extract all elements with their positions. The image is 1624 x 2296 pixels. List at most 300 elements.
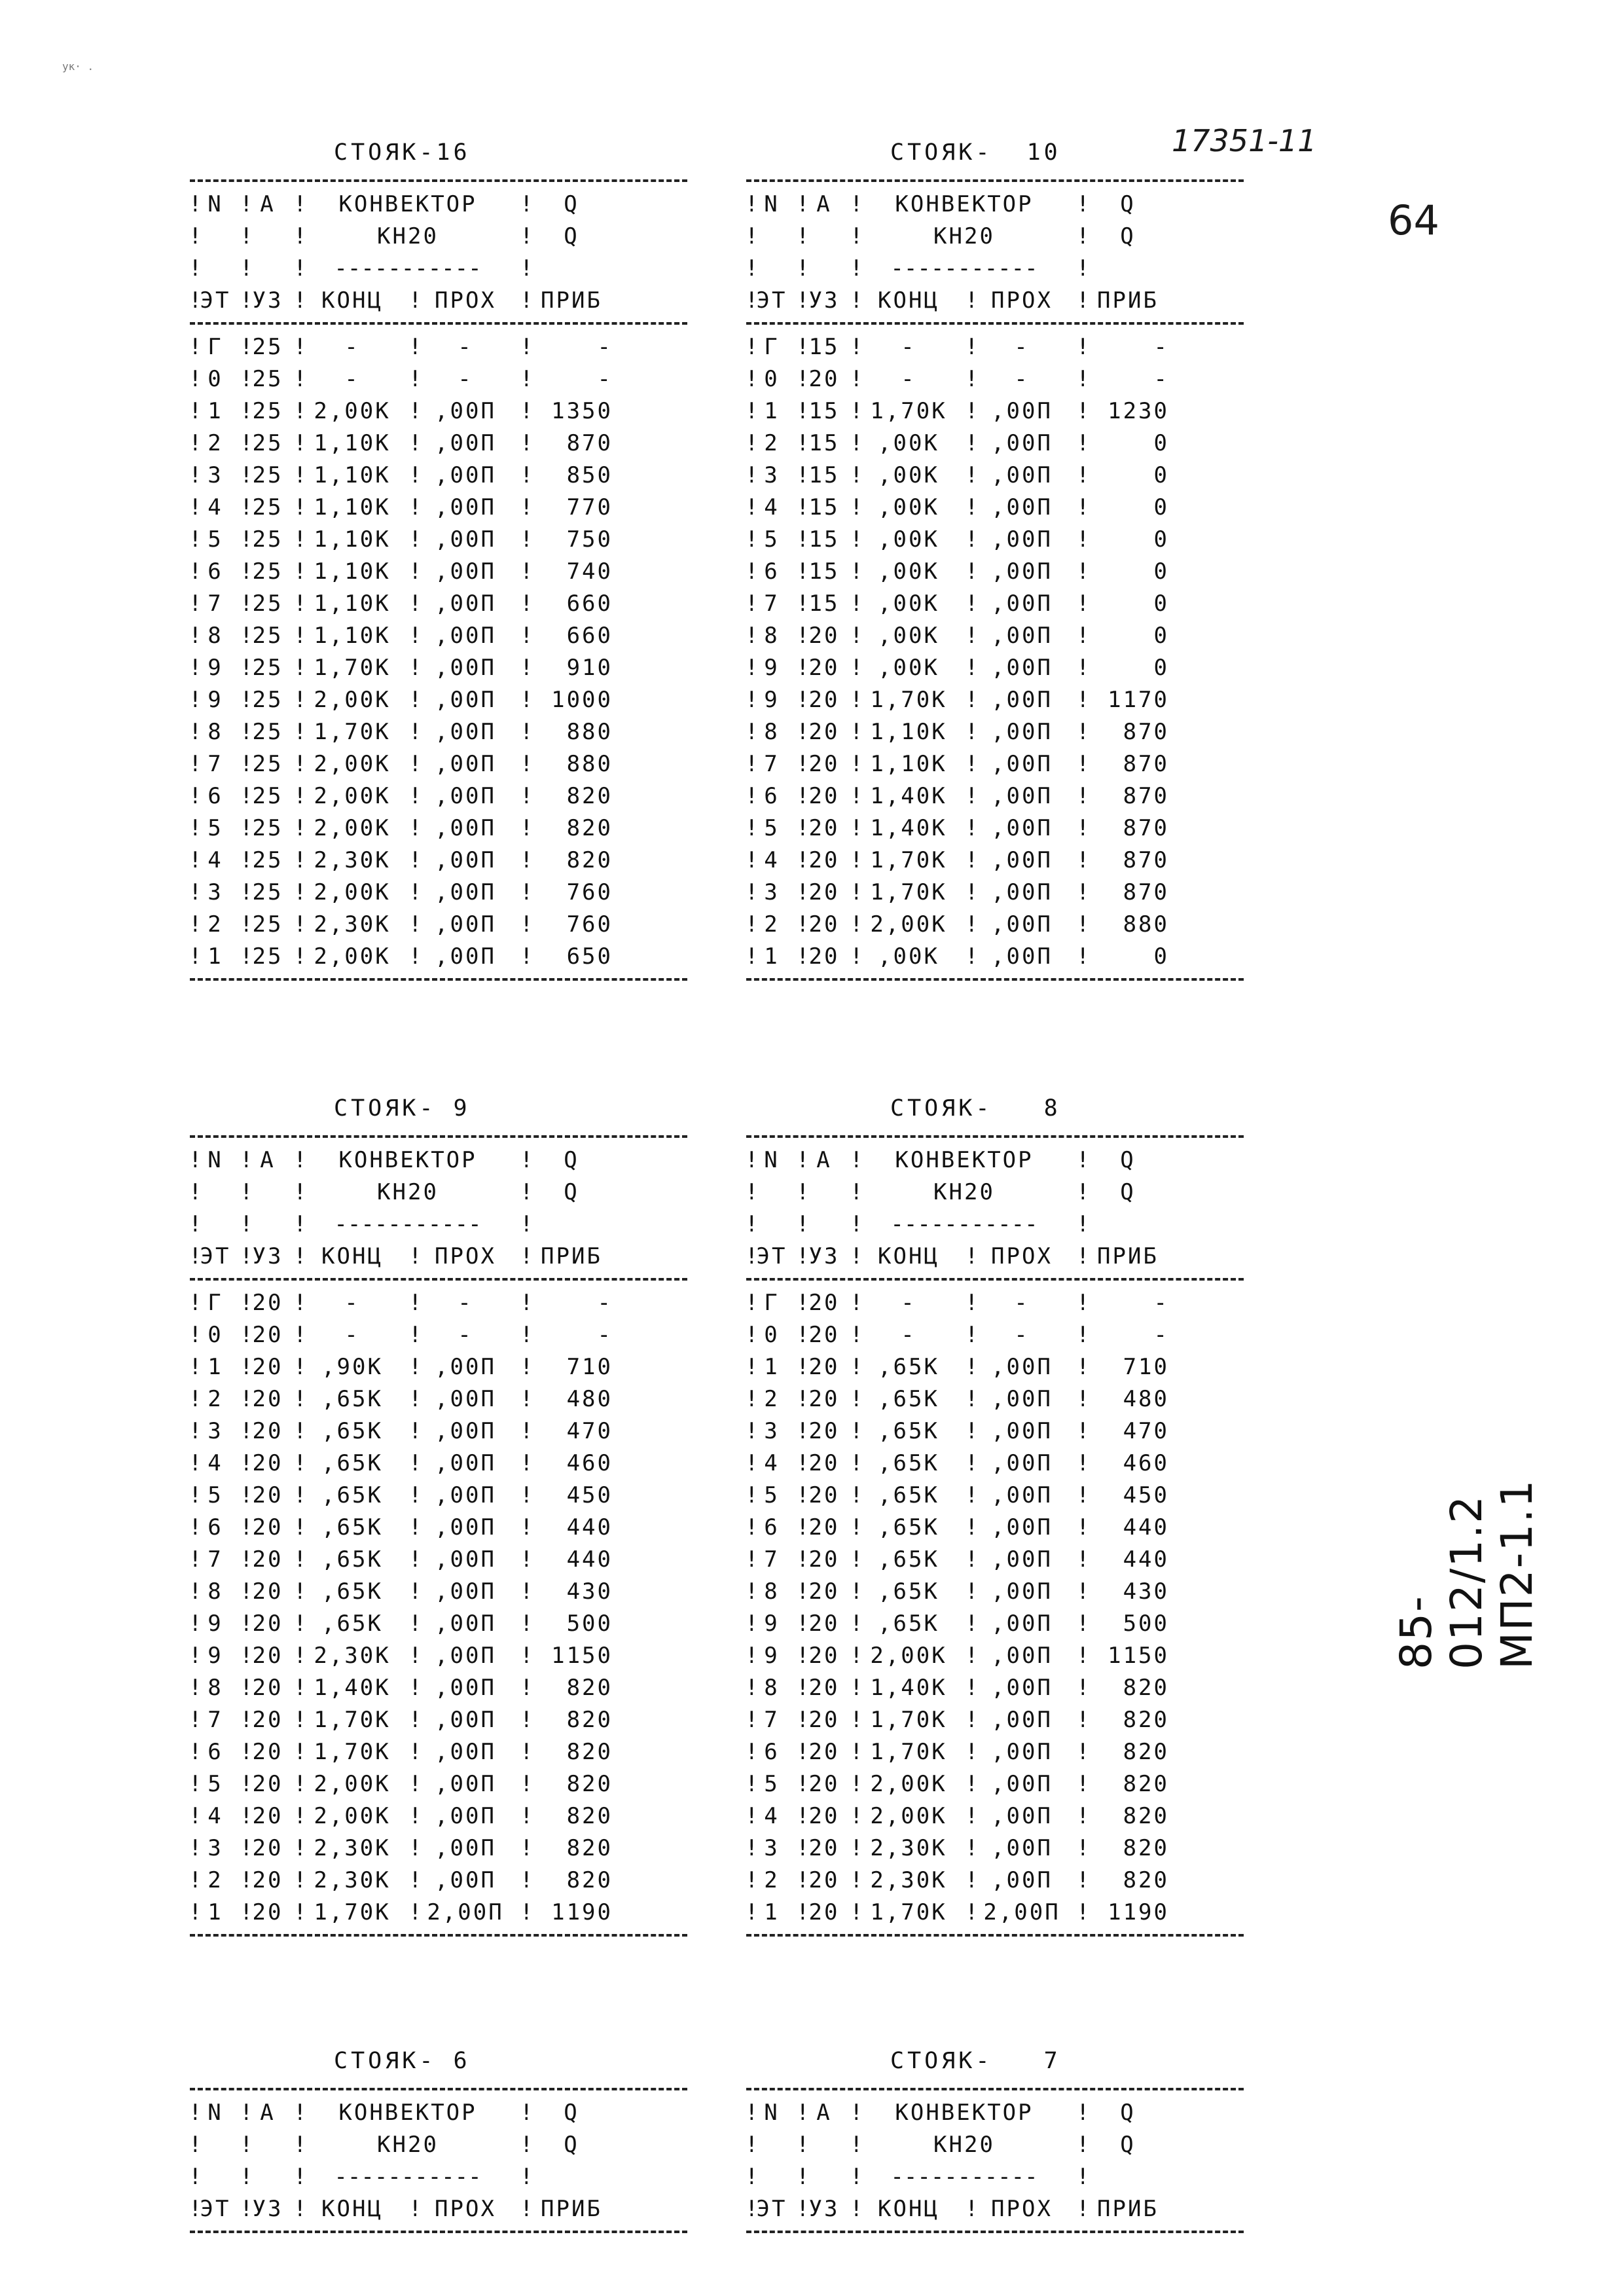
empty-cell <box>190 253 241 285</box>
cell-et: ! 1 <box>746 1897 797 1929</box>
cell-prox: ! ,00П <box>966 845 1077 877</box>
table-row <box>746 331 1244 363</box>
cell-prox: ! ,00П <box>410 716 521 748</box>
cell-prib: ! 820 <box>521 1865 622 1897</box>
table-row <box>190 1800 687 1832</box>
table-row <box>190 1608 687 1640</box>
cell-konc: ! ,65К <box>295 1544 410 1576</box>
rule <box>190 322 687 326</box>
cell-uz: ! 25 <box>241 492 295 524</box>
cell-konc: ! 1,10К <box>295 428 410 460</box>
stoyak-table <box>746 131 1244 987</box>
cell-et: ! 5 <box>746 1768 797 1800</box>
table-row <box>746 1736 1244 1768</box>
header-row <box>190 1241 687 1273</box>
cell-et: ! 6 <box>746 556 797 588</box>
cell-prox: ! ,00П <box>966 1832 1077 1865</box>
cell-prib: ! 1150 <box>521 1640 622 1672</box>
cell-prox: ! ,00П <box>966 716 1077 748</box>
cell-et: ! 6 <box>190 780 241 812</box>
cell-et: ! Г <box>746 331 797 363</box>
empty-cell <box>1077 253 1178 285</box>
col-konvektor: ! КОНВЕКТОР <box>851 2097 1077 2129</box>
cell-et: ! 6 <box>746 780 797 812</box>
header-separator: ! ----------- <box>295 2161 521 2193</box>
cell-prib: ! 440 <box>521 1544 622 1576</box>
cell-uz: ! 15 <box>797 524 851 556</box>
cell-prib: ! 500 <box>521 1608 622 1640</box>
col-a: ! А <box>797 189 851 221</box>
cell-prib: ! - <box>521 331 622 363</box>
cell-prox: ! - <box>410 331 521 363</box>
header-row <box>190 1209 687 1241</box>
cell-uz: ! 25 <box>241 941 295 973</box>
rule <box>190 978 687 982</box>
cell-prox: ! ,00П <box>966 395 1077 428</box>
cell-prox: ! ,00П <box>966 1800 1077 1832</box>
cell-prib: ! 820 <box>1077 1832 1178 1865</box>
col-kh20: ! КН20 <box>851 2129 1077 2161</box>
stoyak-table <box>746 2039 1244 2240</box>
col-q2: ! Q <box>1077 2129 1178 2161</box>
cell-et: ! 7 <box>746 588 797 620</box>
col-konvektor: ! КОНВЕКТОР <box>851 189 1077 221</box>
cell-uz: ! 25 <box>241 909 295 941</box>
col-kh20: ! КН20 <box>851 1176 1077 1209</box>
rule <box>746 2088 1244 2092</box>
table-row <box>190 1704 687 1736</box>
cell-prib: ! 0 <box>1077 620 1178 652</box>
col-uz: ! УЗ <box>797 285 851 317</box>
cell-uz: ! 25 <box>241 524 295 556</box>
empty-cell <box>241 1176 295 1209</box>
table-row <box>746 1480 1244 1512</box>
table-row <box>746 1704 1244 1736</box>
cell-konc: ! ,65К <box>851 1351 966 1383</box>
cell-prox: ! ,00П <box>966 1480 1077 1512</box>
header-separator: ! ----------- <box>851 1209 1077 1241</box>
cell-prox: ! ,00П <box>410 652 521 684</box>
table-row <box>746 363 1244 395</box>
stoyak-table <box>190 2039 687 2240</box>
cell-konc: ! ,65К <box>295 1512 410 1544</box>
cell-et: ! 5 <box>746 1480 797 1512</box>
cell-prib: ! - <box>1077 1287 1178 1319</box>
col-prox: ! ПРОХ <box>966 2193 1077 2225</box>
cell-et: ! 8 <box>746 1672 797 1704</box>
cell-prib: ! 740 <box>521 556 622 588</box>
table-row <box>746 652 1244 684</box>
table-row <box>190 877 687 909</box>
table-row <box>190 1672 687 1704</box>
cell-uz: ! 15 <box>797 460 851 492</box>
col-a: ! А <box>241 2097 295 2129</box>
table-row <box>746 1287 1244 1319</box>
header-row <box>190 253 687 285</box>
cell-uz: ! 25 <box>241 428 295 460</box>
col-kh20: ! КН20 <box>295 2129 521 2161</box>
cell-et: ! 5 <box>746 812 797 845</box>
cell-prib: ! 820 <box>521 780 622 812</box>
table-title: СТОЯК- 7 <box>890 2048 1061 2074</box>
cell-prib: ! - <box>521 1287 622 1319</box>
cell-uz: ! 25 <box>241 845 295 877</box>
cell-et: ! 9 <box>190 1640 241 1672</box>
col-prib: ! ПРИБ <box>1077 1241 1178 1273</box>
cell-konc: ! ,65К <box>851 1608 966 1640</box>
col-prox: ! ПРОХ <box>410 285 521 317</box>
cell-prib: ! 1170 <box>1077 684 1178 716</box>
stoyak-table <box>746 1087 1244 1943</box>
empty-cell <box>746 221 797 253</box>
col-q2: ! Q <box>1077 221 1178 253</box>
cell-uz: ! 20 <box>797 1672 851 1704</box>
cell-prox: ! ,00П <box>966 556 1077 588</box>
cell-prox: ! ,00П <box>410 620 521 652</box>
cell-et: ! 1 <box>190 1351 241 1383</box>
cell-uz: ! 25 <box>241 716 295 748</box>
cell-et: ! 3 <box>190 1832 241 1865</box>
cell-prox: ! - <box>966 363 1077 395</box>
cell-prox: ! ,00П <box>410 1800 521 1832</box>
cell-konc: ! 1,10К <box>851 716 966 748</box>
cell-prox: ! ,00П <box>966 877 1077 909</box>
cell-konc: ! - <box>295 331 410 363</box>
cell-et: ! 4 <box>746 1800 797 1832</box>
cell-uz: ! 20 <box>797 748 851 780</box>
cell-et: ! 5 <box>190 1480 241 1512</box>
table-row <box>746 395 1244 428</box>
cell-konc: ! 2,00К <box>851 1768 966 1800</box>
table-row <box>190 1865 687 1897</box>
cell-et: ! 9 <box>190 652 241 684</box>
header-row <box>746 2161 1244 2193</box>
cell-prib: ! 0 <box>1077 652 1178 684</box>
cell-prib: ! 440 <box>1077 1544 1178 1576</box>
cell-konc: ! ,65К <box>295 1480 410 1512</box>
empty-cell <box>190 1176 241 1209</box>
cell-konc: ! 2,00К <box>295 941 410 973</box>
cell-et: ! 6 <box>190 1512 241 1544</box>
col-et: ! ЭТ <box>190 285 241 317</box>
cell-prox: ! ,00П <box>410 1865 521 1897</box>
cell-et: ! 1 <box>190 1897 241 1929</box>
cell-prib: ! 910 <box>521 652 622 684</box>
table-row <box>190 556 687 588</box>
cell-konc: ! 1,70К <box>295 1704 410 1736</box>
cell-konc: ! ,65К <box>851 1512 966 1544</box>
cell-prib: ! 820 <box>521 1704 622 1736</box>
cell-prib: ! 1000 <box>521 684 622 716</box>
table-title: СТОЯК-16 <box>334 139 471 166</box>
cell-konc: ! ,65К <box>295 1608 410 1640</box>
cell-konc: ! 1,70К <box>295 652 410 684</box>
cell-uz: ! 20 <box>797 1897 851 1929</box>
table-row <box>746 588 1244 620</box>
cell-uz: ! 15 <box>797 588 851 620</box>
table-row <box>746 716 1244 748</box>
col-konvektor: ! КОНВЕКТОР <box>295 1144 521 1176</box>
table-title: СТОЯК- 6 <box>334 2048 471 2074</box>
table-row <box>190 716 687 748</box>
cell-prox: ! ,00П <box>966 812 1077 845</box>
cell-et: ! 8 <box>190 716 241 748</box>
col-konc: ! КОНЦ <box>851 1241 966 1273</box>
cell-et: ! 8 <box>190 1576 241 1608</box>
cell-et: ! 9 <box>190 684 241 716</box>
col-a: ! А <box>797 1144 851 1176</box>
col-uz: ! УЗ <box>797 2193 851 2225</box>
table-row <box>190 524 687 556</box>
cell-konc: ! 2,00К <box>295 748 410 780</box>
col-a: ! А <box>797 2097 851 2129</box>
cell-prib: ! 660 <box>521 588 622 620</box>
cell-prox: ! ,00П <box>410 1704 521 1736</box>
cell-uz: ! 15 <box>797 428 851 460</box>
cell-prib: ! 480 <box>521 1383 622 1415</box>
table-row <box>190 1832 687 1865</box>
header-row <box>746 1176 1244 1209</box>
col-konc: ! КОНЦ <box>295 285 410 317</box>
col-q: ! Q <box>1077 189 1178 221</box>
cell-prox: ! ,00П <box>410 395 521 428</box>
cell-prox: ! ,00П <box>410 1415 521 1448</box>
empty-cell <box>746 2129 797 2161</box>
cell-uz: ! 25 <box>241 652 295 684</box>
cell-prib: ! 760 <box>521 909 622 941</box>
table-row <box>190 1640 687 1672</box>
cell-et: ! 4 <box>746 492 797 524</box>
cell-prib: ! 470 <box>521 1415 622 1448</box>
cell-konc: ! 2,00К <box>295 1800 410 1832</box>
col-q: ! Q <box>521 189 622 221</box>
col-uz: ! УЗ <box>797 1241 851 1273</box>
col-konvektor: ! КОНВЕКТОР <box>295 189 521 221</box>
cell-et: ! Г <box>746 1287 797 1319</box>
cell-konc: ! 2,00К <box>295 877 410 909</box>
cell-prox: ! ,00П <box>410 492 521 524</box>
cell-konc: ! ,00К <box>851 941 966 973</box>
col-konc: ! КОНЦ <box>851 285 966 317</box>
cell-konc: ! ,65К <box>851 1383 966 1415</box>
cell-konc: ! ,00К <box>851 652 966 684</box>
table-row <box>746 1672 1244 1704</box>
cell-prox: ! ,00П <box>966 1608 1077 1640</box>
table-row <box>746 620 1244 652</box>
col-q2: ! Q <box>521 2129 622 2161</box>
empty-cell <box>1077 2161 1178 2193</box>
cell-uz: ! 20 <box>797 1287 851 1319</box>
cell-uz: ! 20 <box>241 1383 295 1415</box>
cell-prox: ! ,00П <box>410 780 521 812</box>
cell-prox: ! ,00П <box>966 1768 1077 1800</box>
cell-prox: ! - <box>410 1287 521 1319</box>
table-row <box>746 812 1244 845</box>
table-row <box>746 877 1244 909</box>
cell-uz: ! 15 <box>797 395 851 428</box>
cell-prox: ! ,00П <box>410 909 521 941</box>
cell-prox: ! ,00П <box>966 1736 1077 1768</box>
cell-prib: ! 0 <box>1077 460 1178 492</box>
col-q: ! Q <box>521 1144 622 1176</box>
cell-prib: ! 1230 <box>1077 395 1178 428</box>
table-row <box>190 909 687 941</box>
cell-prox: ! ,00П <box>410 588 521 620</box>
cell-prox: ! ,00П <box>966 1544 1077 1576</box>
header-row <box>746 285 1244 317</box>
cell-prox: ! ,00П <box>410 428 521 460</box>
cell-prib: ! 0 <box>1077 556 1178 588</box>
cell-prib: ! - <box>521 363 622 395</box>
cell-prox: ! ,00П <box>966 652 1077 684</box>
cell-et: ! 5 <box>190 524 241 556</box>
cell-uz: ! 25 <box>241 812 295 845</box>
cell-et: ! 6 <box>746 1736 797 1768</box>
header-row <box>190 285 687 317</box>
cell-uz: ! 25 <box>241 331 295 363</box>
table-row <box>190 812 687 845</box>
cell-uz: ! 20 <box>241 1865 295 1897</box>
cell-prib: ! 500 <box>1077 1608 1178 1640</box>
col-prib: ! ПРИБ <box>521 1241 622 1273</box>
cell-uz: ! 20 <box>241 1544 295 1576</box>
cell-uz: ! 25 <box>241 556 295 588</box>
table-row <box>746 748 1244 780</box>
table-row <box>746 780 1244 812</box>
cell-prox: ! - <box>966 331 1077 363</box>
cell-et: ! 8 <box>746 620 797 652</box>
cell-uz: ! 20 <box>797 1576 851 1608</box>
cell-et: ! 6 <box>190 1736 241 1768</box>
header-row <box>746 2097 1244 2129</box>
header-row <box>190 189 687 221</box>
cell-et: ! Г <box>190 1287 241 1319</box>
cell-prox: ! 2,00П <box>410 1897 521 1929</box>
cell-prib: ! 650 <box>521 941 622 973</box>
cell-uz: ! 20 <box>241 1319 295 1351</box>
cell-prib: ! 430 <box>521 1576 622 1608</box>
cell-prox: ! ,00П <box>410 684 521 716</box>
cell-konc: ! ,00К <box>851 588 966 620</box>
cell-et: ! 7 <box>746 1704 797 1736</box>
cell-konc: ! - <box>851 1287 966 1319</box>
empty-cell <box>190 1209 241 1241</box>
col-prox: ! ПРОХ <box>410 2193 521 2225</box>
cell-prib: ! 460 <box>1077 1448 1178 1480</box>
header-row <box>746 253 1244 285</box>
cell-et: ! 2 <box>746 1383 797 1415</box>
cell-et: ! 1 <box>746 1351 797 1383</box>
cell-konc: ! 1,40К <box>851 780 966 812</box>
cell-konc: ! - <box>295 1319 410 1351</box>
cell-uz: ! 20 <box>797 1319 851 1351</box>
col-n: ! N <box>190 189 241 221</box>
cell-konc: ! ,65К <box>851 1544 966 1576</box>
cell-prib: ! 660 <box>521 620 622 652</box>
cell-prox: ! ,00П <box>966 1512 1077 1544</box>
cell-konc: ! 2,30К <box>295 909 410 941</box>
cell-prib: ! 820 <box>521 1800 622 1832</box>
cell-prox: ! ,00П <box>966 524 1077 556</box>
cell-konc: ! 1,70К <box>851 1704 966 1736</box>
cell-prox: ! ,00П <box>966 1672 1077 1704</box>
cell-et: ! 4 <box>190 1800 241 1832</box>
col-prib: ! ПРИБ <box>521 285 622 317</box>
header-row <box>746 2193 1244 2225</box>
cell-konc: ! 2,30К <box>295 845 410 877</box>
empty-cell <box>797 2161 851 2193</box>
table-row <box>190 1544 687 1576</box>
cell-prox: ! ,00П <box>410 460 521 492</box>
header-stamp: 17351-11 <box>1172 123 1317 158</box>
cell-uz: ! 20 <box>797 620 851 652</box>
rule <box>746 978 1244 982</box>
cell-prox: ! - <box>966 1287 1077 1319</box>
cell-et: ! 8 <box>746 716 797 748</box>
header-row <box>746 189 1244 221</box>
cell-prib: ! 870 <box>1077 716 1178 748</box>
table-row <box>190 1897 687 1929</box>
cell-prib: ! 820 <box>521 1672 622 1704</box>
col-a: ! А <box>241 1144 295 1176</box>
cell-konc: ! 1,70К <box>851 1897 966 1929</box>
page-number: 64 <box>1388 196 1439 244</box>
cell-konc: ! ,65К <box>295 1576 410 1608</box>
cell-uz: ! 25 <box>241 684 295 716</box>
cell-prib: ! 460 <box>521 1448 622 1480</box>
rule <box>190 1934 687 1938</box>
cell-prib: ! 760 <box>521 877 622 909</box>
cell-prib: ! 820 <box>1077 1672 1178 1704</box>
cell-uz: ! 20 <box>797 1480 851 1512</box>
col-kh20: ! КН20 <box>851 221 1077 253</box>
cell-uz: ! 20 <box>241 1287 295 1319</box>
cell-prib: ! 820 <box>521 812 622 845</box>
table-row <box>190 331 687 363</box>
col-konc: ! КОНЦ <box>851 2193 966 2225</box>
table-row <box>746 909 1244 941</box>
table-row <box>190 1576 687 1608</box>
col-n: ! N <box>746 1144 797 1176</box>
cell-prox: ! ,00П <box>966 1865 1077 1897</box>
header-row <box>190 2161 687 2193</box>
cell-uz: ! 20 <box>241 1800 295 1832</box>
cell-prib: ! 430 <box>1077 1576 1178 1608</box>
cell-konc: ! ,00К <box>851 556 966 588</box>
col-konc: ! КОНЦ <box>295 1241 410 1273</box>
header-row <box>190 1144 687 1176</box>
cell-konc: ! ,65К <box>295 1383 410 1415</box>
cell-et: ! 4 <box>190 492 241 524</box>
table-row <box>190 1736 687 1768</box>
col-uz: ! УЗ <box>241 2193 295 2225</box>
table-row <box>746 1800 1244 1832</box>
cell-uz: ! 25 <box>241 620 295 652</box>
cell-prib: ! 1190 <box>1077 1897 1178 1929</box>
cell-uz: ! 25 <box>241 363 295 395</box>
cell-uz: ! 20 <box>241 1768 295 1800</box>
cell-prib: ! 710 <box>521 1351 622 1383</box>
cell-uz: ! 20 <box>241 1351 295 1383</box>
table-row <box>746 1897 1244 1929</box>
cell-et: ! 7 <box>746 748 797 780</box>
cell-prib: ! - <box>1077 331 1178 363</box>
cell-et: ! 2 <box>190 1865 241 1897</box>
cell-uz: ! 20 <box>241 1608 295 1640</box>
cell-konc: ! - <box>295 1287 410 1319</box>
cell-konc: ! 1,10К <box>295 556 410 588</box>
cell-konc: ! 2,00К <box>851 909 966 941</box>
